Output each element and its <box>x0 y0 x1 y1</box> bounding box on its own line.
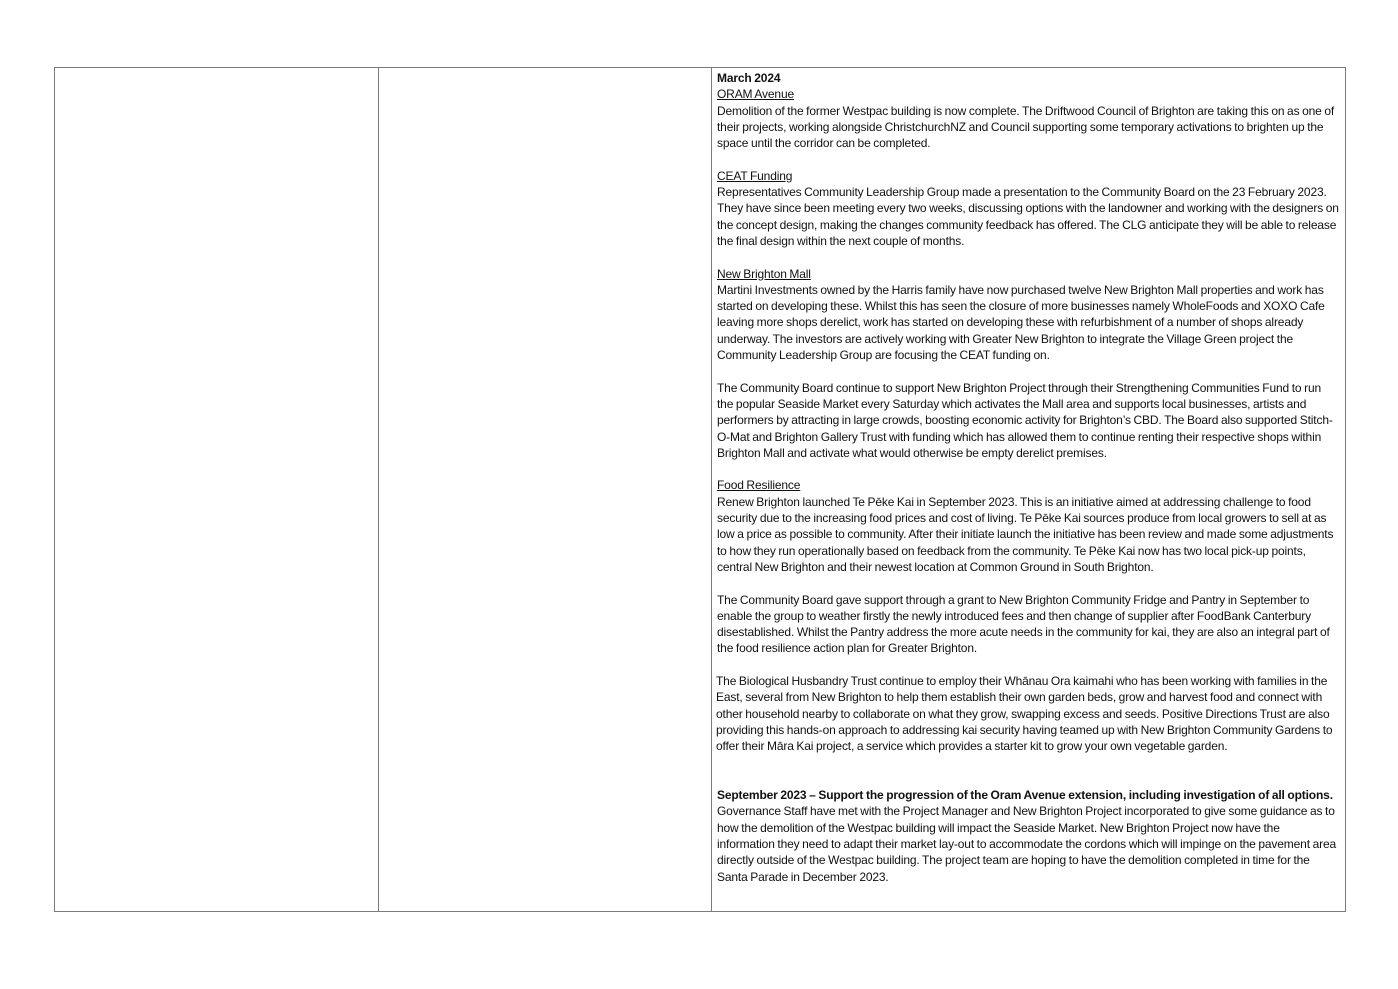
paragraph-spacer <box>717 249 1339 265</box>
paragraph-food-resilience-2: The Community Board gave support through a grant to New Brighton Community Fridge and Pantry in September to enable the group to weather firstly the newly introduced fees and then change of supplier after FoodBank Canterbury disestablished. Whilst the Pantry address the more acute needs in the community for kai, they are also an integral part of the food resilience action plan for Greater Brighton. <box>717 592 1330 656</box>
paragraph-new-brighton-mall-1: Martini Investments owned by the Harris family have now purchased twelve New Brighton Mall properties and work has started on developing these. Whilst this has seen the closure of more businesses namely WholeFoods and XOXO Cafe leaving more shops derelict, work has started on developing these with refurbishment of a number of shops already underway. The investors are actively working with Greater New Brighton to integrate the Village Green project the Community Leadership Group are focusing the CEAT funding on. <box>717 282 1325 363</box>
paragraph-spacer <box>717 575 1339 591</box>
paragraph-ceat-funding: Representatives Community Leadership Group made a presentation to the Community Board on the 23 February 2023. They have since been meeting every two weeks, discussing options with the landowner and working with the designers on the concept design, making the changes community feedback has offered. The CLG anticipate they will be able to release the final design within the next couple of months. <box>717 185 1339 248</box>
update-heading-march-2024: March 2024 <box>717 71 781 85</box>
paragraph-spacer <box>717 151 1339 167</box>
table-cell-empty-2 <box>379 68 712 911</box>
paragraph-spacer <box>717 363 1339 379</box>
paragraph-spacer <box>717 754 1339 787</box>
paragraph-september-2023: Governance Staff have met with the Project Manager and New Brighton Project incorporated to give some guidance as to how the demolition of the Westpac building will impact the Seaside Market. New Brighton Project now have the information they need to adapt their market lay-out to accommodate the cordons which will impinge on the pavement area directly outside of the Westpac building. The project team are hoping to have the demolition completed in time for the Santa Parade in December 2023. <box>717 804 1336 884</box>
paragraph-food-resilience-3: The Biological Husbandry Trust continue to employ their Whānau Ora kaimahi who has been working with families in the East, several from New Brighton to help them establish their own garden beds, grow and harvest food and connect with other household nearby to collaborate on what they grow, swapping excess and seeds. Positive Directions Trust are also providing this hands-on approach to addressing kai security having teamed up with New Brighton Community Gardens to offer their Māra Kai project, a service which provides a starter kit to grow your own vegetable garden. <box>716 673 1333 754</box>
update-heading-september-2023: September 2023 – Support the progression of the Oram Avenue extension, including investigation of all options. <box>717 788 1333 803</box>
table-cell-updates <box>712 68 1345 911</box>
paragraph-food-resilience-1: Renew Brighton launched Te Pēke Kai in September 2023. This is an initiative aimed at addressing challenge to food security due to the increasing food prices and cost of living. Te Pēke Kai sources produce from local growers to sell at as low a price as possible to community. After their initiate launch the initiative has been review and made some adjustments to how they run operationally based on feedback from the community. Te Pēke Kai now has two local pick-up points, central New Brighton and their newest location at Common Ground in South Brighton. <box>717 494 1334 574</box>
paragraph-new-brighton-mall-2: The Community Board continue to support New Brighton Project through their Strengthening Communities Fund to run the popular Seaside Market every Saturday which activates the Mall area and supports local businesses, artists and performers by attracting in large crowds, boosting economic activity for Brighton’s CBD. The Board also supported Stitch-O-Mat and Brighton Gallery Trust with funding which has allowed them to continue renting their respective shops within Brighton Mall and activate what would otherwise be empty derelict premises. <box>717 380 1333 460</box>
section-title-food-resilience: Food Resilience <box>717 478 801 493</box>
table-cell-empty-1 <box>55 68 379 911</box>
section-title-ceat-funding: CEAT Funding <box>717 168 793 183</box>
paragraph-spacer <box>717 461 1339 477</box>
paragraph-oram-avenue: Demolition of the former Westpac building is now complete. The Driftwood Council of Brighton are taking this on as one of their projects, working alongside ChristchurchNZ and Council supporting some temporary activations to brighten up the space until the corridor can be completed. <box>717 103 1335 151</box>
paragraph-spacer <box>717 657 1339 673</box>
section-title-new-brighton-mall: New Brighton Mall <box>717 266 811 281</box>
section-title-oram-avenue: ORAM Avenue <box>717 87 795 102</box>
document-table <box>54 67 1346 912</box>
